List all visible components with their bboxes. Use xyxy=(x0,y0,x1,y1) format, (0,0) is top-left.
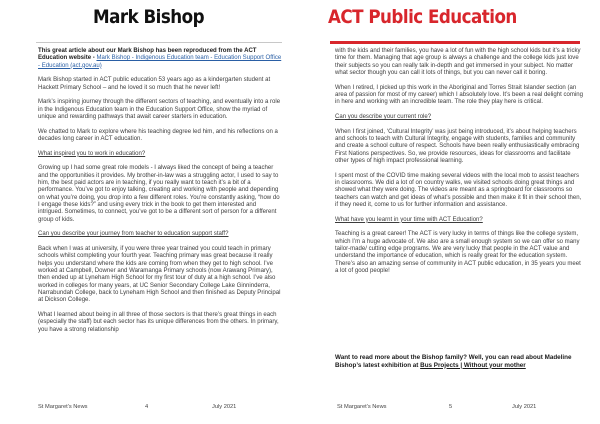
question-learnt: What have you learnt in your time with ACT Education? xyxy=(335,216,483,223)
paragraph-retired: When I retired, I picked up this work in the Aboriginal and Torres Strait Islander section (an area of passion for most of my career) which I absolutely love. It’s been a real delight coming in here and working with an incredible team. The role they play here is critical. xyxy=(335,84,583,106)
right-page xyxy=(300,0,600,424)
paragraph-covid-videos: I spent most of the COVID time making several videos with the local mob to assist teachers in classrooms. We did a lot of on country walks, we visited schools doing great things and showed what they were doing. The videos are meant as a springboard for classrooms so teachers can watch and get ideas of what’s possible and then make it fit in their school then, if they need it, come to us for further information and assistance. xyxy=(335,172,582,209)
answer-inspired: Growing up I had some great role models - I always liked the concept of being a teacher and the opportunities it provides. My brother-in-law was a struggling actor, I used to say to him, the best paid actors are in teaching, if you really want to teach it’s a bit of a performance. You’ve got to enjoy talking, creating and working with people and depending on what you’re doing, you drop into a few different roles. You’re constantly asking, “how do I engage these kids?” and using every trick in the book to get them interested and intrigued. Sometimes, to connect, you’ve got to be a different sort of person for a different group of kids. xyxy=(38,165,280,223)
left-header-rule xyxy=(36,42,282,43)
question-journey: Can you describe your journey from teacher to education support staff? xyxy=(38,231,229,238)
exhibition-link[interactable]: Bus Projects | Without your mother xyxy=(420,361,526,369)
left-footer-publication: St Margaret’s News xyxy=(38,404,88,410)
right-article-column xyxy=(335,48,583,283)
left-page-header: Mark Bishop xyxy=(93,6,205,28)
right-page-header: ACT Public Education xyxy=(328,6,517,28)
left-article-column xyxy=(38,48,282,341)
right-footer-date: July 2021 xyxy=(512,404,537,410)
question-inspired: What inspired you to work in education? xyxy=(38,150,146,157)
answer-learnt: Teaching is a great career! The ACT is very lucky in terms of things like the college system, which I’m a huge advocate of. We also are a small enough system so we can offer so many tailor-made/ cutting edge programs. We are very lucky that people in the ACT value and understand the importance of education, which is really great for the education system. There’s also an amazing sense of community in ACT public education, in 35 years you meet a lot of good people! xyxy=(335,231,581,275)
intro-note xyxy=(38,48,282,70)
answer-journey: Back when I was at university, if you were three year trained you could teach in primary schools whilst completing your fourth year. Teaching primary was great because it really helps you understand where the kids are coming from when they get to high school. I’ve worked at Campbell, Downer and Waramanga Primary schools (now Arawang Primary), then ended up at Lyneham High School for my first tour of duty at a high school. I’ve also worked in colleges for many years, at UC Senior Secondary College Lake Ginninderra, Narrabundah College, back to Lyneham High School and then finished as Deputy Principal at Dickson College. xyxy=(38,245,281,304)
left-footer-page-number: 4 xyxy=(145,404,149,410)
paragraph-sectors-continued: with the kids and their families, you have a lot of fun with the high school kids but it’s a tricky time for them. Managing that age group is always a challenge and the college kids just love their subjects so you can really talk in-depth and get immersed in your subject. No matter what sector though you can call it lots of things, but you can never call it boring. xyxy=(335,48,581,77)
right-footer-publication: St Margaret’s News xyxy=(337,404,387,410)
answer-sectors: What I learned about being in all three of those sectors is that there’s great things in each (especially the staff) but each sector has its unique differences from the others. In primary, you have a strong relationship xyxy=(38,312,279,333)
left-footer-date: July 2021 xyxy=(212,404,237,410)
paragraph-start: Mark Bishop started in ACT public education 53 years ago as a kindergarten student at Hackett Primary School – and he loved it so much that he never left! xyxy=(38,77,271,91)
right-header-rule xyxy=(330,41,580,44)
source-link[interactable]: Mark Bishop - Indigenous Education team - Education Support Office - Education (act.gov.au) xyxy=(38,55,282,69)
paragraph-chat: We chatted to Mark to explore where his teaching degree led him, and his reflections on a decades long career in ACT education. xyxy=(38,128,278,142)
question-current-role: Can you describe your current role? xyxy=(335,114,432,120)
right-footer-page-number: 5 xyxy=(449,404,453,410)
answer-current-role: When I first joined, ‘Cultural Integrity’ was just being introduced, it’s about helping teachers and schools to teach with Cultural Integrity, engage with students, families and community and create a school culture of respect. Schools have been really enthusiastically embracing First Nations perspectives. So, we provide resources, ideas for classrooms and facilitate other types of high impact professional learning. xyxy=(335,128,580,165)
read-more-text: Want to read more about the Bishop family? Well, you can read about Madeline Bishop’s latest exhibition at xyxy=(335,354,572,369)
paragraph-journey: Mark’s inspiring journey through the different sectors of teaching, and eventually into a role in the Indigenous Education team in the Education Support Office, show the myriad of unique and rewarding pathways that await career starters in education. xyxy=(38,99,281,120)
intro-text: This great article about our Mark Bishop has been reproduced from the ACT Education website - xyxy=(38,48,257,62)
read-more-callout xyxy=(335,354,583,369)
